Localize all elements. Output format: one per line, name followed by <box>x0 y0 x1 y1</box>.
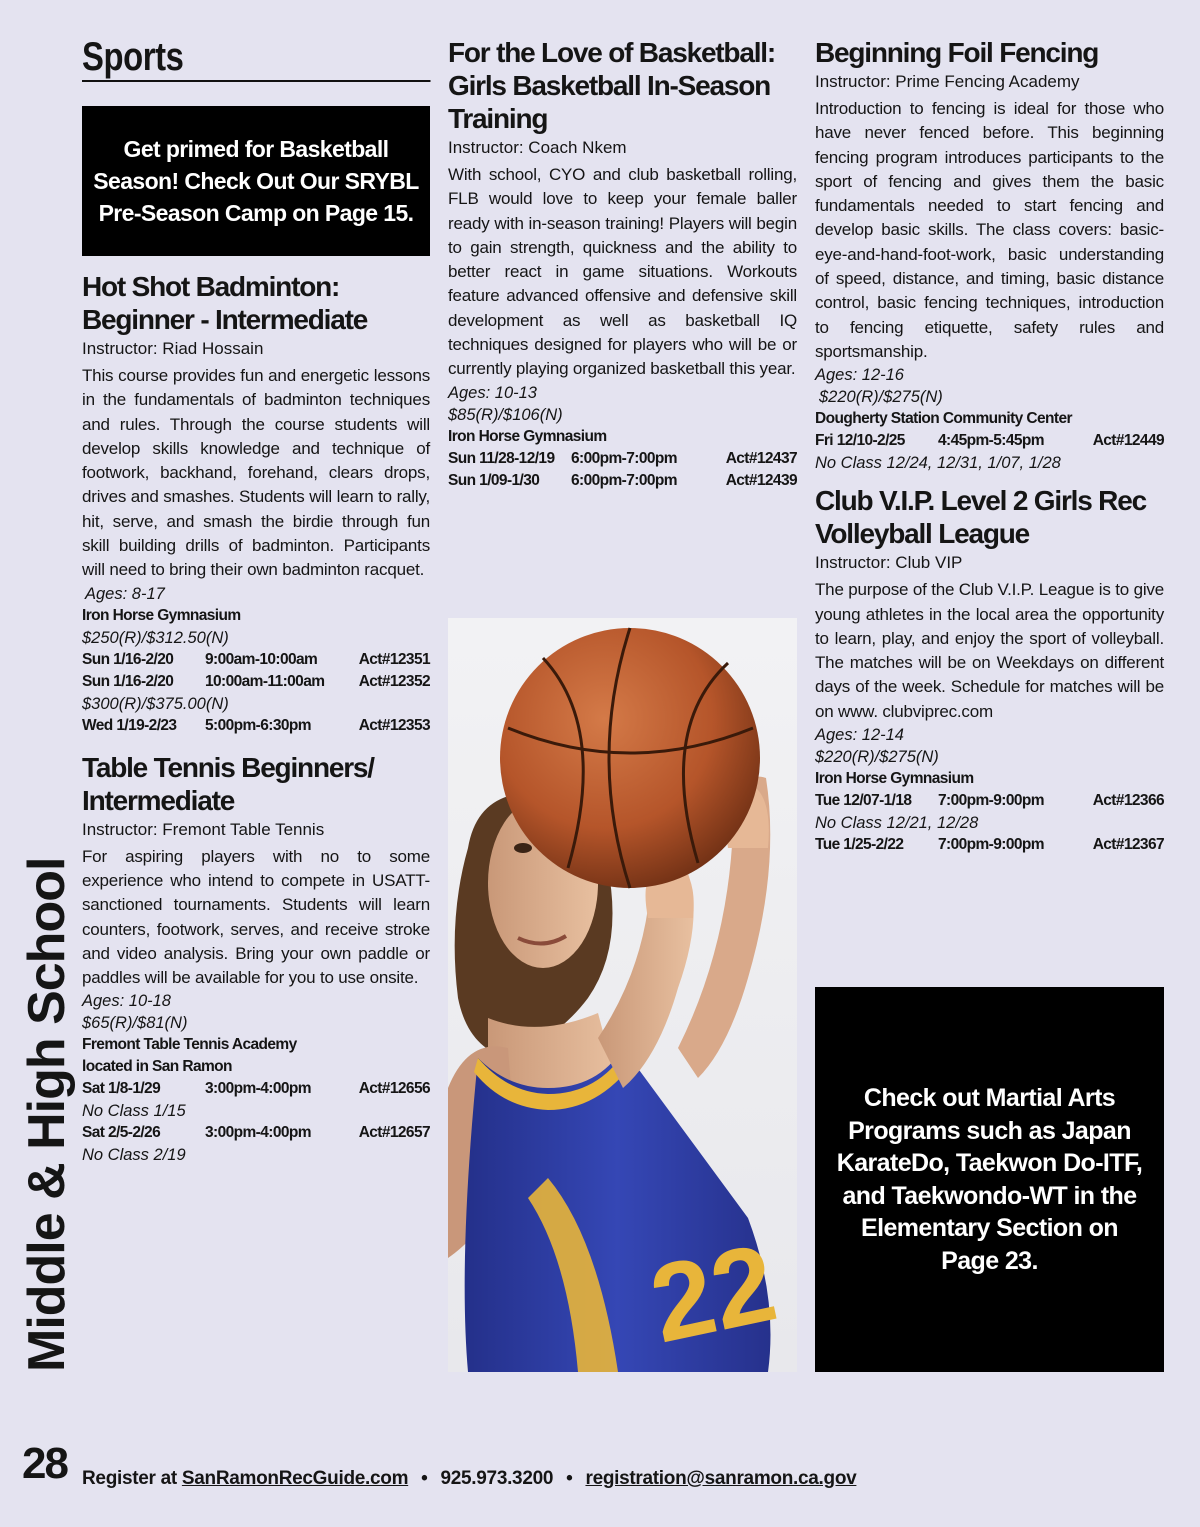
activity-number[interactable]: Act#12366 <box>1092 792 1164 810</box>
badminton-title: Hot Shot Badminton: Beginner - Intermediate <box>82 271 368 335</box>
footer-separator: • <box>566 1468 573 1489</box>
badminton-price-1: $250(R)/$312.50(N) <box>82 628 229 647</box>
activity-number[interactable]: Act#12439 <box>725 471 797 489</box>
session-time: 4:45pm-5:45pm <box>938 432 1044 450</box>
srybl-promo-box <box>82 106 430 256</box>
session-dates: Tue 1/25-2/22 <box>815 836 904 854</box>
column-left <box>82 34 430 1166</box>
badminton-session <box>82 715 430 737</box>
volleyball-price: $220(R)/$275(N) <box>815 748 939 767</box>
fencing-description: Introduction to fencing is ideal for those who have never fenced before. This beginning fencing program introduces participants to the sport of fencing and gives them the basic fundamentals needed to start fencing and develop basic skills. The class covers: basic-eye-and-hand-foot-work, basic understanding of speed, distance, and timing, basic distance control, basic fencing techniques, introduction to fencing etiquette, safety rules and sportsmanship. <box>815 99 1164 361</box>
fencing-session <box>815 430 1164 452</box>
fencing-location: Dougherty Station Community Center <box>815 410 1072 428</box>
no-class-note: No Class 12/24, 12/31, 1/07, 1/28 <box>815 454 1061 473</box>
session-time: 10:00am-11:00am <box>205 672 325 690</box>
session-dates: Tue 12/07-1/18 <box>815 792 912 810</box>
basketball-ages: Ages: 10-13 <box>448 383 537 402</box>
martial-arts-promo-box <box>815 987 1164 1372</box>
badminton-description: This course provides fun and energetic lessons in the fundamentals of badminton techniques and rules. Through the course students will develop skills knowledge and technique of footwork, backhand, forehand, clears drops, drives and smashes. Students will learn to rally, hit, serve, and smash the birdie through fun skill building drills of badminton. Participants will need to bring their own badminton racquet. <box>82 366 430 580</box>
side-section-label: Middle & High School <box>18 857 76 1372</box>
fencing-instructor: Instructor: Prime Fencing Academy <box>815 72 1080 91</box>
footer-separator: • <box>421 1468 428 1489</box>
activity-number[interactable]: Act#12353 <box>358 716 430 734</box>
activity-number[interactable]: Act#12351 <box>358 650 430 668</box>
table-tennis-ages: Ages: 10-18 <box>82 992 171 1011</box>
fencing-price: $220(R)/$275(N) <box>819 388 943 407</box>
session-dates: Sat 1/8-1/29 <box>82 1080 161 1098</box>
page-number: 28 <box>22 1439 67 1488</box>
session-time: 7:00pm-9:00pm <box>938 836 1044 854</box>
volleyball-session <box>815 790 1164 812</box>
badminton-price-2: $300(R)/$375.00(N) <box>82 694 229 713</box>
table-tennis-instructor: Instructor: Fremont Table Tennis <box>82 819 325 839</box>
activity-number[interactable]: Act#12367 <box>1092 836 1164 854</box>
volleyball-ages: Ages: 12-14 <box>815 726 904 745</box>
basketball-player-illustration <box>448 618 797 1372</box>
fencing-ages: Ages: 12-16 <box>815 366 904 385</box>
email-link[interactable]: registration@sanramon.ca.gov <box>585 1468 857 1489</box>
table-tennis-location: Fremont Table Tennis Academy <box>82 1036 297 1054</box>
website-link[interactable]: SanRamonRecGuide.com <box>181 1468 409 1489</box>
session-time: 7:00pm-9:00pm <box>938 792 1044 810</box>
volleyball-session <box>815 834 1164 856</box>
basketball-session <box>448 470 797 492</box>
session-dates: Sun 1/16-2/20 <box>82 650 174 668</box>
badminton-location: Iron Horse Gymnasium <box>82 606 241 624</box>
table-tennis-title: Table Tennis Beginners/ Intermediate <box>82 751 374 816</box>
no-class-note: No Class 2/19 <box>82 1146 186 1165</box>
session-time: 3:00pm-4:00pm <box>205 1124 311 1142</box>
table-tennis-session <box>82 1078 430 1100</box>
session-time: 6:00pm-7:00pm <box>571 471 677 489</box>
basketball-player-photo <box>448 618 797 1372</box>
volleyball-instructor: Instructor: Club VIP <box>815 553 963 573</box>
table-tennis-session <box>82 1122 430 1144</box>
activity-number[interactable]: Act#12352 <box>358 672 430 690</box>
badminton-instructor: Instructor: Riad Hossain <box>82 339 264 358</box>
table-tennis-description: For aspiring players with no to some experience who intend to compete in USATT-sanctioned tournaments. Students will learn counters, footwork, serves, and receive stroke and video analysis. Bring your own paddle or paddles will be available for you to use onsite. <box>82 846 430 988</box>
footer-register-label: Register at <box>82 1468 177 1489</box>
table-tennis-location-sub: located in San Ramon <box>82 1058 232 1076</box>
session-dates: Sun 11/28-12/19 <box>448 449 555 467</box>
phone-number[interactable]: 925.973.3200 <box>440 1468 554 1489</box>
section-title: Sports <box>82 34 430 82</box>
basketball-instructor: Instructor: Coach Nkem <box>448 138 627 157</box>
activity-number[interactable]: Act#12657 <box>358 1124 430 1142</box>
srybl-promo-text: Get primed for Basketball Season! Check Out Our SRYBL Pre-Season Camp on Page 15. <box>93 136 419 226</box>
activity-number[interactable]: Act#12449 <box>1092 432 1164 450</box>
session-dates: Sun 1/09-1/30 <box>448 471 540 489</box>
session-time: 3:00pm-4:00pm <box>205 1080 311 1098</box>
activity-number[interactable]: Act#12656 <box>358 1080 430 1098</box>
badminton-session <box>82 671 430 693</box>
activity-number[interactable]: Act#12437 <box>725 449 797 467</box>
svg-text:22: 22 <box>640 1220 786 1367</box>
volleyball-title: Club V.I.P. Level 2 Girls Rec Volleyball League <box>815 485 1146 550</box>
no-class-note: No Class 1/15 <box>82 1102 186 1121</box>
session-time: 6:00pm-7:00pm <box>571 449 677 467</box>
volleyball-description: The purpose of the Club V.I.P. League is to give young athletes in the local area the opportunity to learn, play, and enjoy the sport of volleyball. The matches will be on Weekdays on different days of the week. Schedule for matches will be on www. clubviprec.com <box>815 580 1164 721</box>
basketball-title: For the Love of Basketball: Girls Basketball In-Season Training <box>448 37 775 134</box>
session-dates: Sun 1/16-2/20 <box>82 672 174 690</box>
badminton-ages: Ages: 8-17 <box>85 584 165 603</box>
session-dates: Sat 2/5-2/26 <box>82 1124 161 1142</box>
martial-arts-promo-text: Check out Martial Arts Programs such as Japan KarateDo, Taekwon Do-ITF, and Taekwondo-WT in the Elementary Section on Page 23. <box>836 1084 1143 1275</box>
basketball-description: With school, CYO and club basketball rolling, FLB would love to keep your female baller ready with in-season training! Players will begin to gain strength, quickness and the ability to better react in game situations. Workouts feature advanced offensive and defensive skill development as well as basketball IQ techniques designed for players who will be or currently playing organized basketball this year. <box>448 165 797 379</box>
no-class-note: No Class 12/21, 12/28 <box>815 814 979 833</box>
column-right <box>815 34 1164 856</box>
basketball-location: Iron Horse Gymnasium <box>448 427 607 445</box>
session-time: 5:00pm-6:30pm <box>205 716 311 734</box>
fencing-title: Beginning Foil Fencing <box>815 37 1099 68</box>
session-dates: Wed 1/19-2/23 <box>82 716 177 734</box>
basketball-session <box>448 448 797 470</box>
badminton-session <box>82 649 430 671</box>
session-time: 9:00am-10:00am <box>205 650 318 668</box>
session-dates: Fri 12/10-2/25 <box>815 432 905 450</box>
footer <box>82 1466 856 1492</box>
table-tennis-price: $65(R)/$81(N) <box>82 1014 188 1033</box>
basketball-price: $85(R)/$106(N) <box>448 405 563 424</box>
column-middle <box>448 34 797 492</box>
volleyball-location: Iron Horse Gymnasium <box>815 770 974 788</box>
